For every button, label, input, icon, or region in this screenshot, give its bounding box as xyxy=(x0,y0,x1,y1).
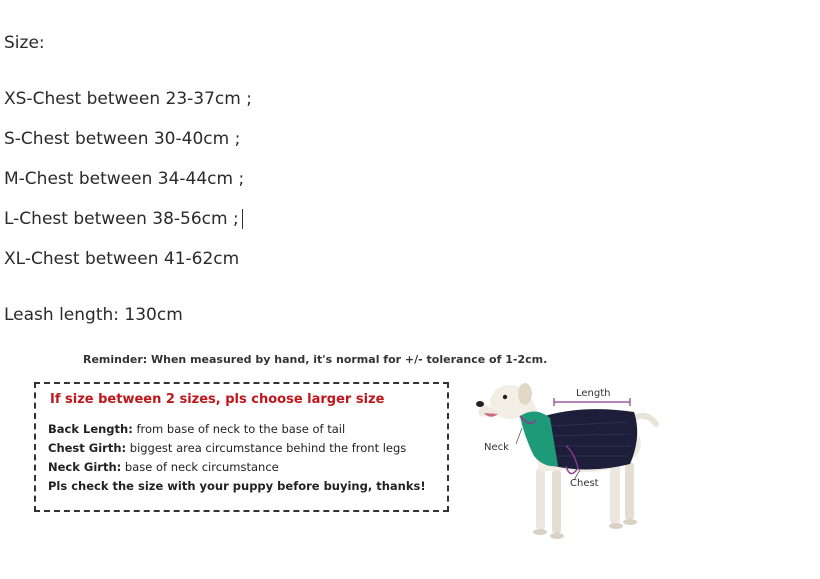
size-guide-heading: If size between 2 sizes, pls choose larger size xyxy=(50,392,385,407)
check-size-row xyxy=(48,479,426,493)
back-length-label: Back Length: xyxy=(48,422,133,436)
neck-girth-text: base of neck circumstance xyxy=(121,460,279,474)
chest-girth-row xyxy=(48,441,406,455)
neck-label: Neck xyxy=(484,442,509,453)
leash-length: Leash length: 130cm xyxy=(4,305,183,325)
size-line-l: L-Chest between 38-56cm ; xyxy=(4,209,239,229)
reminder-text: Reminder: When measured by hand, it's normal for +/- tolerance of 1-2cm. xyxy=(83,353,548,366)
back-length-row xyxy=(48,422,345,436)
size-line-xs: XS-Chest between 23-37cm ; xyxy=(4,89,252,109)
check-size-text: Pls check the size with your puppy before buying, thanks! xyxy=(48,479,426,493)
size-line-s: S-Chest between 30-40cm ; xyxy=(4,129,241,149)
neck-girth-label: Neck Girth: xyxy=(48,460,122,474)
size-line-l-row xyxy=(4,209,243,229)
size-line-xl: XL-Chest between 41-62cm xyxy=(4,249,240,269)
size-guide-box xyxy=(34,382,449,512)
dog-illustration xyxy=(470,376,690,551)
chest-label: Chest xyxy=(570,478,599,489)
dog-measurement-figure xyxy=(470,376,690,551)
back-length-text: from base of neck to the base of tail xyxy=(132,422,346,436)
chest-girth-label: Chest Girth: xyxy=(48,441,127,455)
size-line-m: M-Chest between 34-44cm ; xyxy=(4,169,245,189)
text-cursor xyxy=(242,209,243,229)
neck-girth-row xyxy=(48,460,279,474)
chest-girth-text: biggest area circumstance behind the front legs xyxy=(126,441,407,455)
length-label: Length xyxy=(576,388,611,399)
size-title: Size: xyxy=(4,33,45,53)
